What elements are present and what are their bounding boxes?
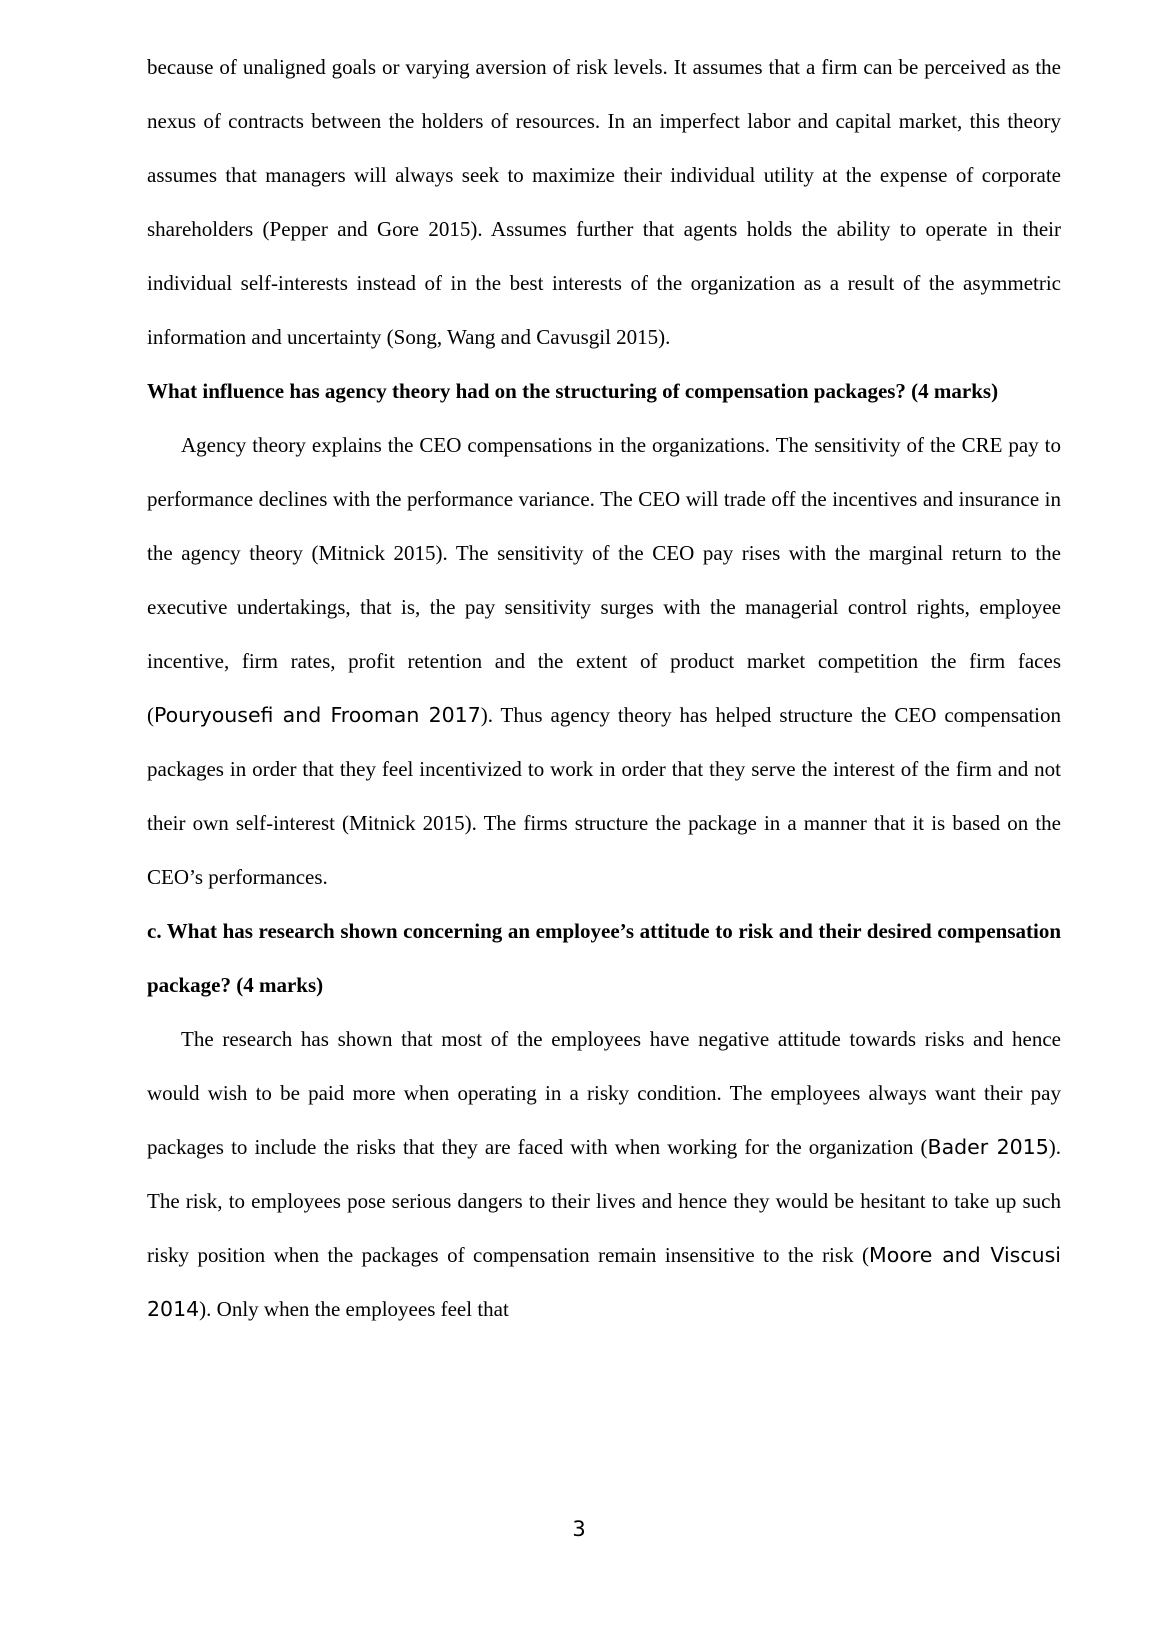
paragraph-3-text-a: The research has shown that most of the employees have negative attitude towards risks and hence would wish to be paid more when operating in a risky condition. The employees always want their pay packages to include the risks that they are faced with when working for the organization (	[147, 1027, 1061, 1159]
document-page	[147, 40, 1061, 1336]
paragraph-2-text-a: Agency theory explains the CEO compensations in the organizations. The sensitivity of the CRE pay to performance declines with the performance variance. The CEO will trade off the incentives and insurance in the agency theory (Mitnick 2015). The sensitivity of the CEO pay rises with the marginal return to the executive undertakings, that is, the pay sensitivity surges with the managerial control rights, employee incentive, firm rates, profit retention and the extent of product market competition the firm faces (	[147, 433, 1061, 727]
section-heading-risk-attitude: c. What has research shown concerning an employee’s attitude to risk and their desired compensation package? (4 marks)	[147, 919, 1061, 997]
body-paragraph-3	[147, 1012, 1061, 1336]
paragraph-3-text-c: ). Only when the employees feel that	[199, 1297, 509, 1321]
citation-pouryousefi: Pouryousefi and Frooman 2017	[154, 703, 481, 727]
citation-bader: Bader 2015	[927, 1135, 1049, 1159]
section-heading-agency-influence: What influence has agency theory had on the structuring of compensation packages? (4 marks)	[147, 379, 999, 403]
citation-moore-viscusi: Moore and Viscusi 2014	[147, 1243, 1061, 1321]
body-paragraph-1: because of unaligned goals or varying aversion of risk levels. It assumes that a firm can be perceived as the nexus of contracts between the holders of resources. In an imperfect labor and capital market, this theory assumes that managers will always seek to maximize their individual utility at the expense of corporate shareholders (Pepper and Gore 2015). Assumes further that agents holds the ability to operate in their individual self-interests instead of in the best interests of the organization as a result of the asymmetric information and uncertainty (Song, Wang and Cavusgil 2015).	[147, 55, 1061, 349]
page-number: 3	[572, 1517, 586, 1541]
paragraph-2-text-b: ). Thus agency theory has helped structure the CEO compensation packages in order that they feel incentivized to work in order that they serve the interest of the firm and not their own self-interest (Mitnick 2015). The firms structure the package in a manner that it is based on the CEO’s performances.	[147, 703, 1061, 889]
body-paragraph-2	[147, 418, 1061, 904]
paragraph-3-text-b: ). The risk, to employees pose serious dangers to their lives and hence they would be hesitant to take up such risky position when the packages of compensation remain insensitive to the risk (	[147, 1135, 1061, 1267]
